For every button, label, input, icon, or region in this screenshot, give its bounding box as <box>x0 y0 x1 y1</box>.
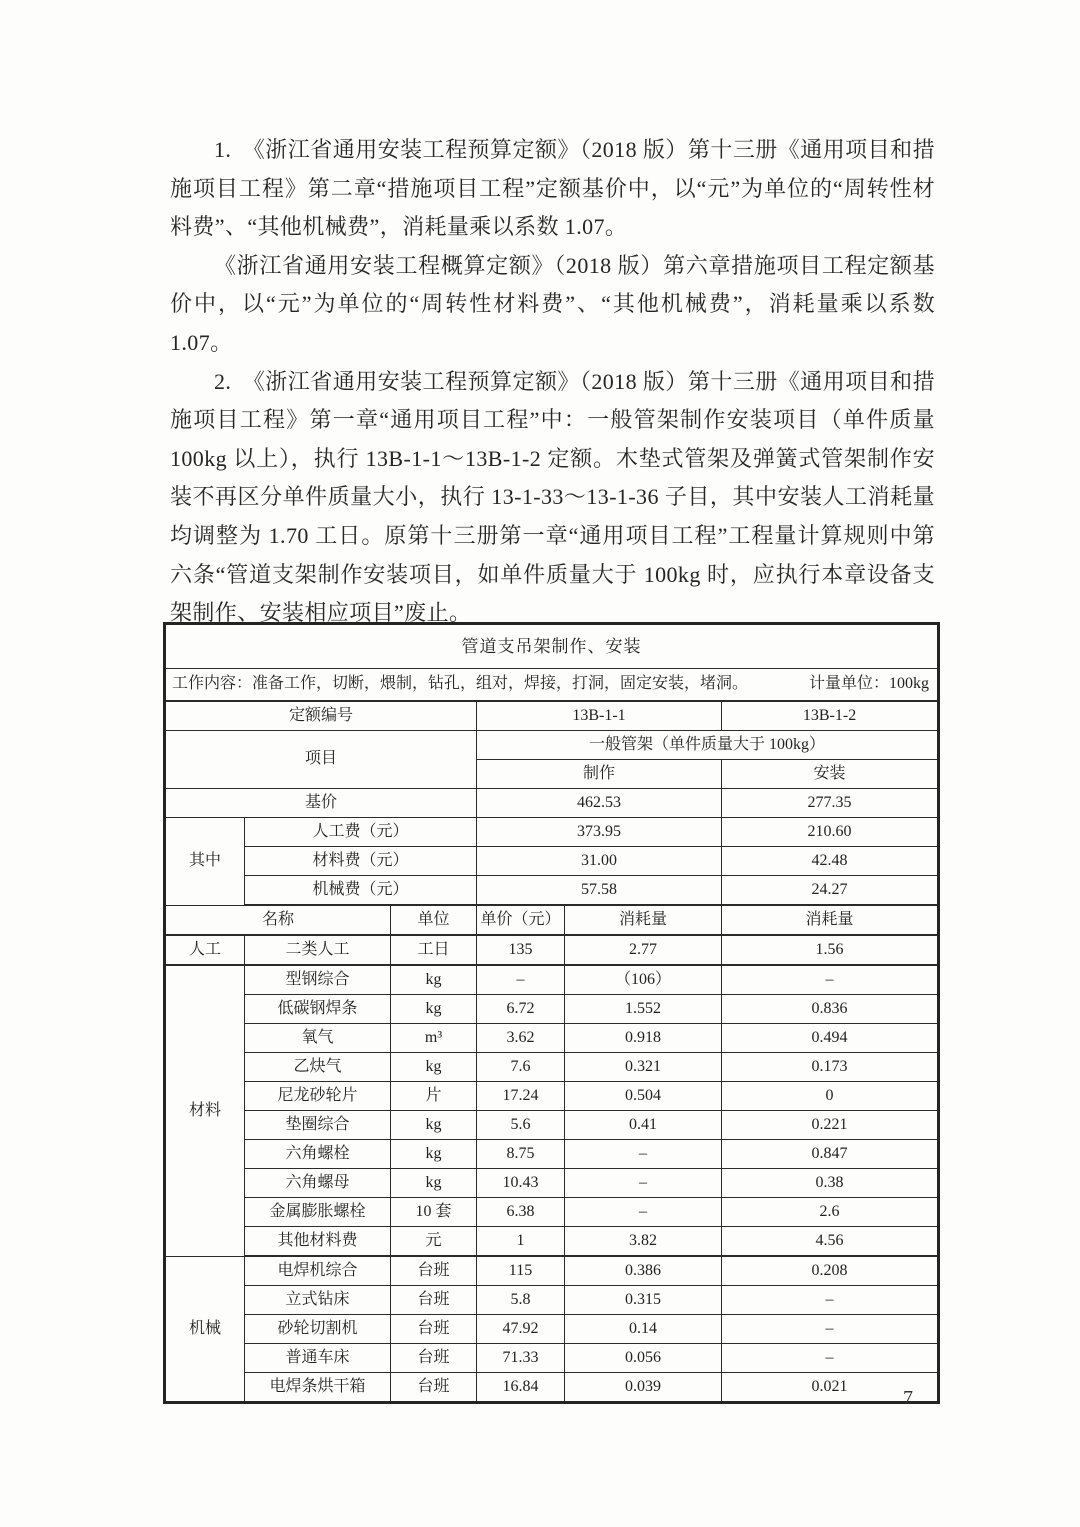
price-header-cell: 单价（元） <box>477 905 565 935</box>
make-consumption-cell: 0.14 <box>565 1315 722 1344</box>
name-cell: 电焊机综合 <box>245 1256 391 1286</box>
body-text <box>170 131 935 633</box>
item-group-cell: 一般管架（单件质量大于 100kg） <box>477 731 939 760</box>
unit-cell: 台班 <box>391 1373 477 1403</box>
make-consumption-cell: （106） <box>565 965 722 995</box>
make-consumption-cell: 2.77 <box>565 935 722 965</box>
quota-code-label-cell: 定额编号 <box>165 701 477 731</box>
install-consumption-cell: – <box>722 1286 939 1315</box>
price-cell: 115 <box>477 1256 565 1286</box>
material-row <box>165 1227 939 1257</box>
item-label-cell: 项目 <box>165 731 477 789</box>
machinery-category-cell: 机械 <box>165 1256 245 1403</box>
price-cell: 5.6 <box>477 1111 565 1140</box>
table-title-row <box>165 624 939 669</box>
fee-row <box>165 847 939 876</box>
price-cell: 1 <box>477 1227 565 1257</box>
unit-cell: m³ <box>391 1024 477 1053</box>
name-cell: 六角螺栓 <box>245 1140 391 1169</box>
name-cell: 垫圈综合 <box>245 1111 391 1140</box>
install-consumption-cell: 0.836 <box>722 995 939 1024</box>
price-cell: 6.72 <box>477 995 565 1024</box>
price-cell: 71.33 <box>477 1344 565 1373</box>
name-cell: 氧气 <box>245 1024 391 1053</box>
unit-cell: 工日 <box>391 935 477 965</box>
quota-code-install-cell: 13B-1-2 <box>722 701 939 731</box>
fee-install-cell: 210.60 <box>722 818 939 847</box>
fee-row <box>165 876 939 906</box>
make-consumption-cell: 0.315 <box>565 1286 722 1315</box>
material-row <box>165 1198 939 1227</box>
install-consumption-cell: – <box>722 1344 939 1373</box>
machinery-row <box>165 1256 939 1286</box>
material-row <box>165 1082 939 1111</box>
base-price-row <box>165 789 939 818</box>
install-consumption-cell: 0.38 <box>722 1169 939 1198</box>
make-consumption-cell: – <box>565 1140 722 1169</box>
install-consumption-cell: 0.221 <box>722 1111 939 1140</box>
among-label-cell: 其中 <box>165 818 245 906</box>
unit-cell: 元 <box>391 1227 477 1257</box>
fee-label-cell: 机械费（元） <box>245 876 477 906</box>
fee-make-cell: 373.95 <box>477 818 722 847</box>
install-consumption-cell: 0.021 <box>722 1373 939 1403</box>
material-row <box>165 1169 939 1198</box>
unit-cell: 台班 <box>391 1286 477 1315</box>
work-content-row <box>165 669 939 702</box>
name-cell: 其他材料费 <box>245 1227 391 1257</box>
unit-cell: kg <box>391 995 477 1024</box>
unit-cell: 片 <box>391 1082 477 1111</box>
machinery-row <box>165 1315 939 1344</box>
labor-category-cell: 人工 <box>165 935 245 965</box>
machinery-row <box>165 1286 939 1315</box>
make-consumption-cell: – <box>565 1169 722 1198</box>
install-consumption-cell: 0.847 <box>722 1140 939 1169</box>
name-cell: 砂轮切割机 <box>245 1315 391 1344</box>
price-cell: 17.24 <box>477 1082 565 1111</box>
name-cell: 尼龙砂轮片 <box>245 1082 391 1111</box>
name-cell: 电焊条烘干箱 <box>245 1373 391 1403</box>
install-consumption-cell: – <box>722 965 939 995</box>
fee-install-cell: 42.48 <box>722 847 939 876</box>
material-category-cell: 材料 <box>165 965 245 1256</box>
price-cell: 10.43 <box>477 1169 565 1198</box>
fee-make-cell: 31.00 <box>477 847 722 876</box>
name-cell: 金属膨胀螺栓 <box>245 1198 391 1227</box>
item-install-cell: 安装 <box>722 760 939 789</box>
price-cell: 7.6 <box>477 1053 565 1082</box>
unit-cell: kg <box>391 1111 477 1140</box>
name-cell: 型钢综合 <box>245 965 391 995</box>
fee-label-cell: 人工费（元） <box>245 818 477 847</box>
unit-cell: 台班 <box>391 1315 477 1344</box>
unit-cell: 台班 <box>391 1256 477 1286</box>
paragraph: 《浙江省通用安装工程概算定额》（2018 版）第六章措施项目工程定额基价中，以“元”为单位的“周转性材料费”、“其他机械费”，消耗量乘以系数 1.07。 <box>170 252 935 355</box>
install-consumption-cell: 0.494 <box>722 1024 939 1053</box>
name-cell: 低碳钢焊条 <box>245 995 391 1024</box>
install-consumption-cell: 0 <box>722 1082 939 1111</box>
price-cell: – <box>477 965 565 995</box>
price-cell: 47.92 <box>477 1315 565 1344</box>
material-row <box>165 1140 939 1169</box>
page-number: 7 <box>903 1387 913 1409</box>
unit-cell: kg <box>391 1140 477 1169</box>
material-row <box>165 1024 939 1053</box>
detail-header-row <box>165 905 939 935</box>
make-consumption-cell: 3.82 <box>565 1227 722 1257</box>
price-cell: 5.8 <box>477 1286 565 1315</box>
make-consumption-cell: 0.41 <box>565 1111 722 1140</box>
unit-cell: kg <box>391 1053 477 1082</box>
consumption-install-header-cell: 消耗量 <box>722 905 939 935</box>
make-consumption-cell: 1.552 <box>565 995 722 1024</box>
install-consumption-cell: 4.56 <box>722 1227 939 1257</box>
name-cell: 普通车床 <box>245 1344 391 1373</box>
material-row <box>165 965 939 995</box>
make-consumption-cell: 0.504 <box>565 1082 722 1111</box>
unit-header-cell: 单位 <box>391 905 477 935</box>
material-row <box>165 1053 939 1082</box>
unit-cell: 台班 <box>391 1344 477 1373</box>
price-cell: 16.84 <box>477 1373 565 1403</box>
base-price-install-cell: 277.35 <box>722 789 939 818</box>
paragraph: 2. 《浙江省通用安装工程预算定额》（2018 版）第十三册《通用项目和措施项目工程》第一章“通用项目工程”中：一般管架制作安装项目（单件质量 100kg 以上），执行 13B-1-1～13B-1-2 定额。木垫式管架及弹簧式管架制作安装不再区分单件质量大小，执行 13-1-33～13-1-36 子目，其中安装人工消耗量均调整为 1.70 工日。原第十三册第一章“通用项目工程”工程量计算规则中第六条“管道支架制作安装项目，如单件质量大于 100kg 时，应执行本章设备支架制作、安装相应项目”废止。 <box>170 368 935 626</box>
quota-table-block <box>163 622 937 1404</box>
fee-label-cell: 材料费（元） <box>245 847 477 876</box>
install-consumption-cell: 1.56 <box>722 935 939 965</box>
install-consumption-cell: – <box>722 1315 939 1344</box>
make-consumption-cell: 0.321 <box>565 1053 722 1082</box>
unit-cell: kg <box>391 1169 477 1198</box>
item-group-row <box>165 731 939 760</box>
install-consumption-cell: 0.208 <box>722 1256 939 1286</box>
price-cell: 6.38 <box>477 1198 565 1227</box>
make-consumption-cell: 0.386 <box>565 1256 722 1286</box>
install-consumption-cell: 0.173 <box>722 1053 939 1082</box>
quota-code-row <box>165 701 939 731</box>
fee-install-cell: 24.27 <box>722 876 939 906</box>
work-content: 工作内容：准备工作，切断，煨制，钻孔，组对，焊接，打洞，固定安装，堵洞。 <box>172 675 749 693</box>
make-consumption-cell: – <box>565 1198 722 1227</box>
install-consumption-cell: 2.6 <box>722 1198 939 1227</box>
name-header-cell: 名称 <box>165 905 391 935</box>
name-cell: 乙炔气 <box>245 1053 391 1082</box>
price-cell: 8.75 <box>477 1140 565 1169</box>
price-cell: 135 <box>477 935 565 965</box>
unit-cell: kg <box>391 965 477 995</box>
fee-make-cell: 57.58 <box>477 876 722 906</box>
machinery-row <box>165 1373 939 1403</box>
material-row <box>165 1111 939 1140</box>
make-consumption-cell: 0.039 <box>565 1373 722 1403</box>
table-title: 管道支吊架制作、安装 <box>165 624 939 669</box>
labor-row <box>165 935 939 965</box>
name-cell: 二类人工 <box>245 935 391 965</box>
name-cell: 立式钻床 <box>245 1286 391 1315</box>
base-price-make-cell: 462.53 <box>477 789 722 818</box>
fee-row <box>165 818 939 847</box>
name-cell: 六角螺母 <box>245 1169 391 1198</box>
quota-table <box>163 622 940 1404</box>
paragraph: 1. 《浙江省通用安装工程预算定额》（2018 版）第十三册《通用项目和措施项目工程》第二章“措施项目工程”定额基价中，以“元”为单位的“周转性材料费”、“其他机械费”，消耗量乘以系数 1.07。 <box>170 137 935 240</box>
base-price-label-cell: 基价 <box>165 789 477 818</box>
make-consumption-cell: 0.918 <box>565 1024 722 1053</box>
consumption-make-header-cell: 消耗量 <box>565 905 722 935</box>
machinery-row <box>165 1344 939 1373</box>
quota-code-make-cell: 13B-1-1 <box>477 701 722 731</box>
price-cell: 3.62 <box>477 1024 565 1053</box>
material-row <box>165 995 939 1024</box>
unit-cell: 10 套 <box>391 1198 477 1227</box>
measure-unit: 计量单位：100kg <box>809 675 930 693</box>
make-consumption-cell: 0.056 <box>565 1344 722 1373</box>
item-make-cell: 制作 <box>477 760 722 789</box>
